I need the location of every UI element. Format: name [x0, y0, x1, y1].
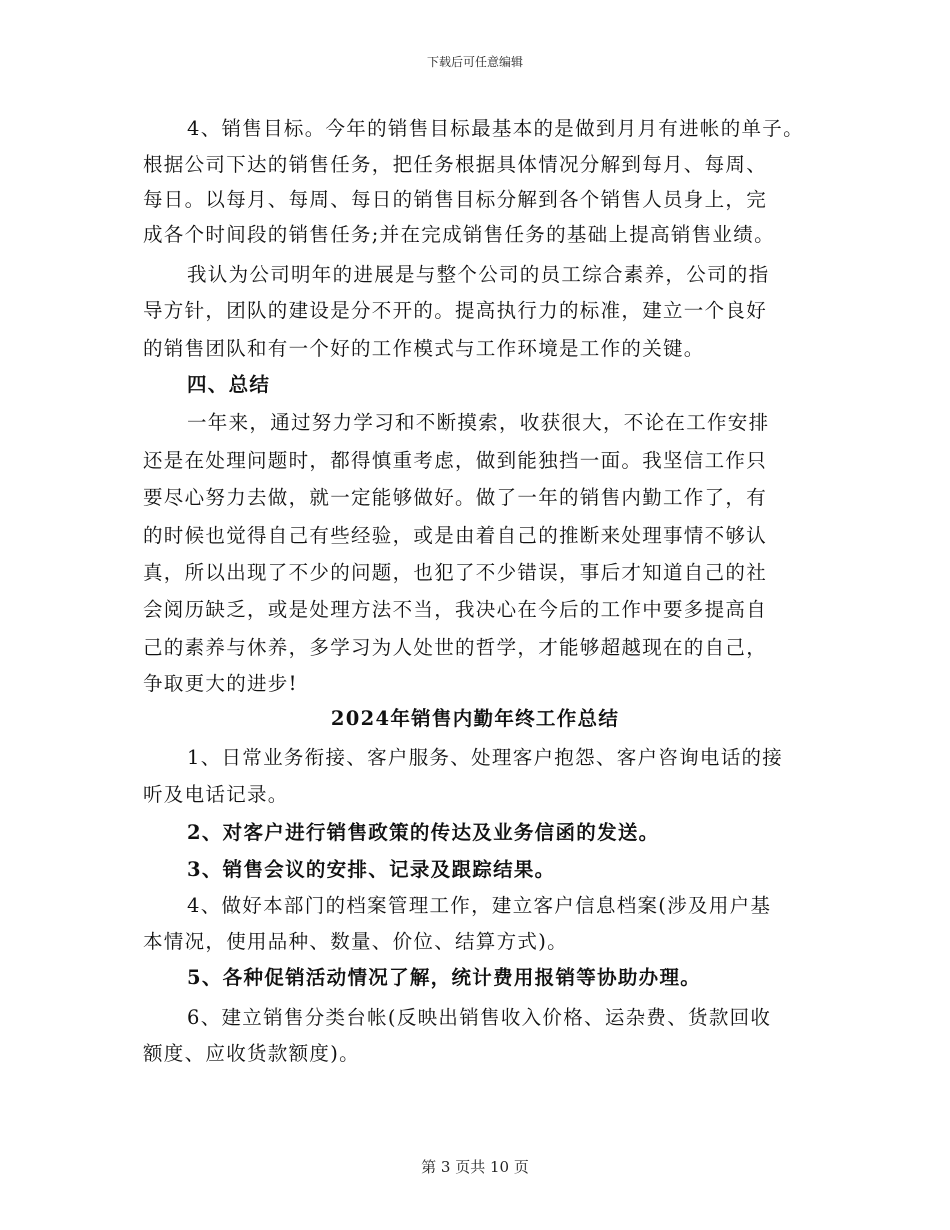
body-line: 成各个时间段的销售任务;并在完成销售任务的基础上提高销售业绩。 [143, 223, 775, 246]
body-line: 听及电话记录。 [143, 783, 289, 806]
page-footer: 第 3 页共 10 页 [421, 1158, 529, 1176]
body-line: 根据公司下达的销售任务，把任务根据具体情况分解到每月、每周、 [143, 153, 768, 176]
body-line: 己的素养与休养，多学习为人处世的哲学，才能够超越现在的自己， [143, 636, 768, 659]
body-line: 我认为公司明年的进展是与整个公司的员工综合素养，公司的指 [187, 263, 770, 286]
list-item: 2、对客户进行销售政策的传达及业务信函的发送。 [187, 821, 660, 844]
body-line: 真，所以出现了不少的问题，也犯了不少错误，事后才知道自己的社 [143, 561, 768, 584]
body-line: 还是在处理问题时，都得慎重考虑，做到能独挡一面。我坚信工作只 [143, 449, 768, 472]
list-item: 1、日常业务衔接、客户服务、处理客户抱怨、客户咨询电话的接 [187, 746, 784, 769]
section-heading: 四、总结 [187, 373, 271, 396]
body-line: 的时候也觉得自己有些经验，或是由着自己的推断来处理事情不够认 [143, 524, 768, 547]
page-header: 下载后可任意编辑 [426, 55, 523, 69]
body-line: 一年来，通过努力学习和不断摸索，收获很大，不论在工作安排 [187, 411, 770, 434]
body-line: 要尽心努力去做，就一定能够做好。做了一年的销售内勤工作了，有 [143, 486, 768, 509]
list-item: 5、各种促销活动情况了解，统计费用报销等协助办理。 [187, 966, 702, 989]
body-line: 每日。以每月、每周、每日的销售目标分解到各个销售人员身上，完 [143, 188, 768, 211]
list-item: 3、销售会议的安排、记录及跟踪结果。 [187, 858, 556, 881]
body-line: 4、销售目标。今年的销售目标最基本的是做到月月有进帐的单子。 [187, 117, 804, 140]
body-line: 额度、应收货款额度)。 [143, 1042, 360, 1065]
body-line: 导方针，团队的建设是分不开的。提高执行力的标准，建立一个良好 [143, 299, 768, 322]
body-line: 本情况，使用品种、数量、价位、结算方式)。 [143, 930, 568, 953]
document-title: 2024年销售内勤年终工作总结 [330, 707, 620, 730]
body-line: 的销售团队和有一个好的工作模式与工作环境是工作的关键。 [143, 337, 705, 360]
body-line: 争取更大的进步! [143, 672, 298, 695]
list-item: 4、做好本部门的档案管理工作，建立客户信息档案(涉及用户基 [187, 894, 772, 917]
list-item: 6、建立销售分类台帐(反映出销售收入价格、运杂费、货款回收 [187, 1006, 772, 1029]
body-line: 会阅历缺乏，或是处理方法不当，我决心在今后的工作中要多提高自 [143, 598, 768, 621]
